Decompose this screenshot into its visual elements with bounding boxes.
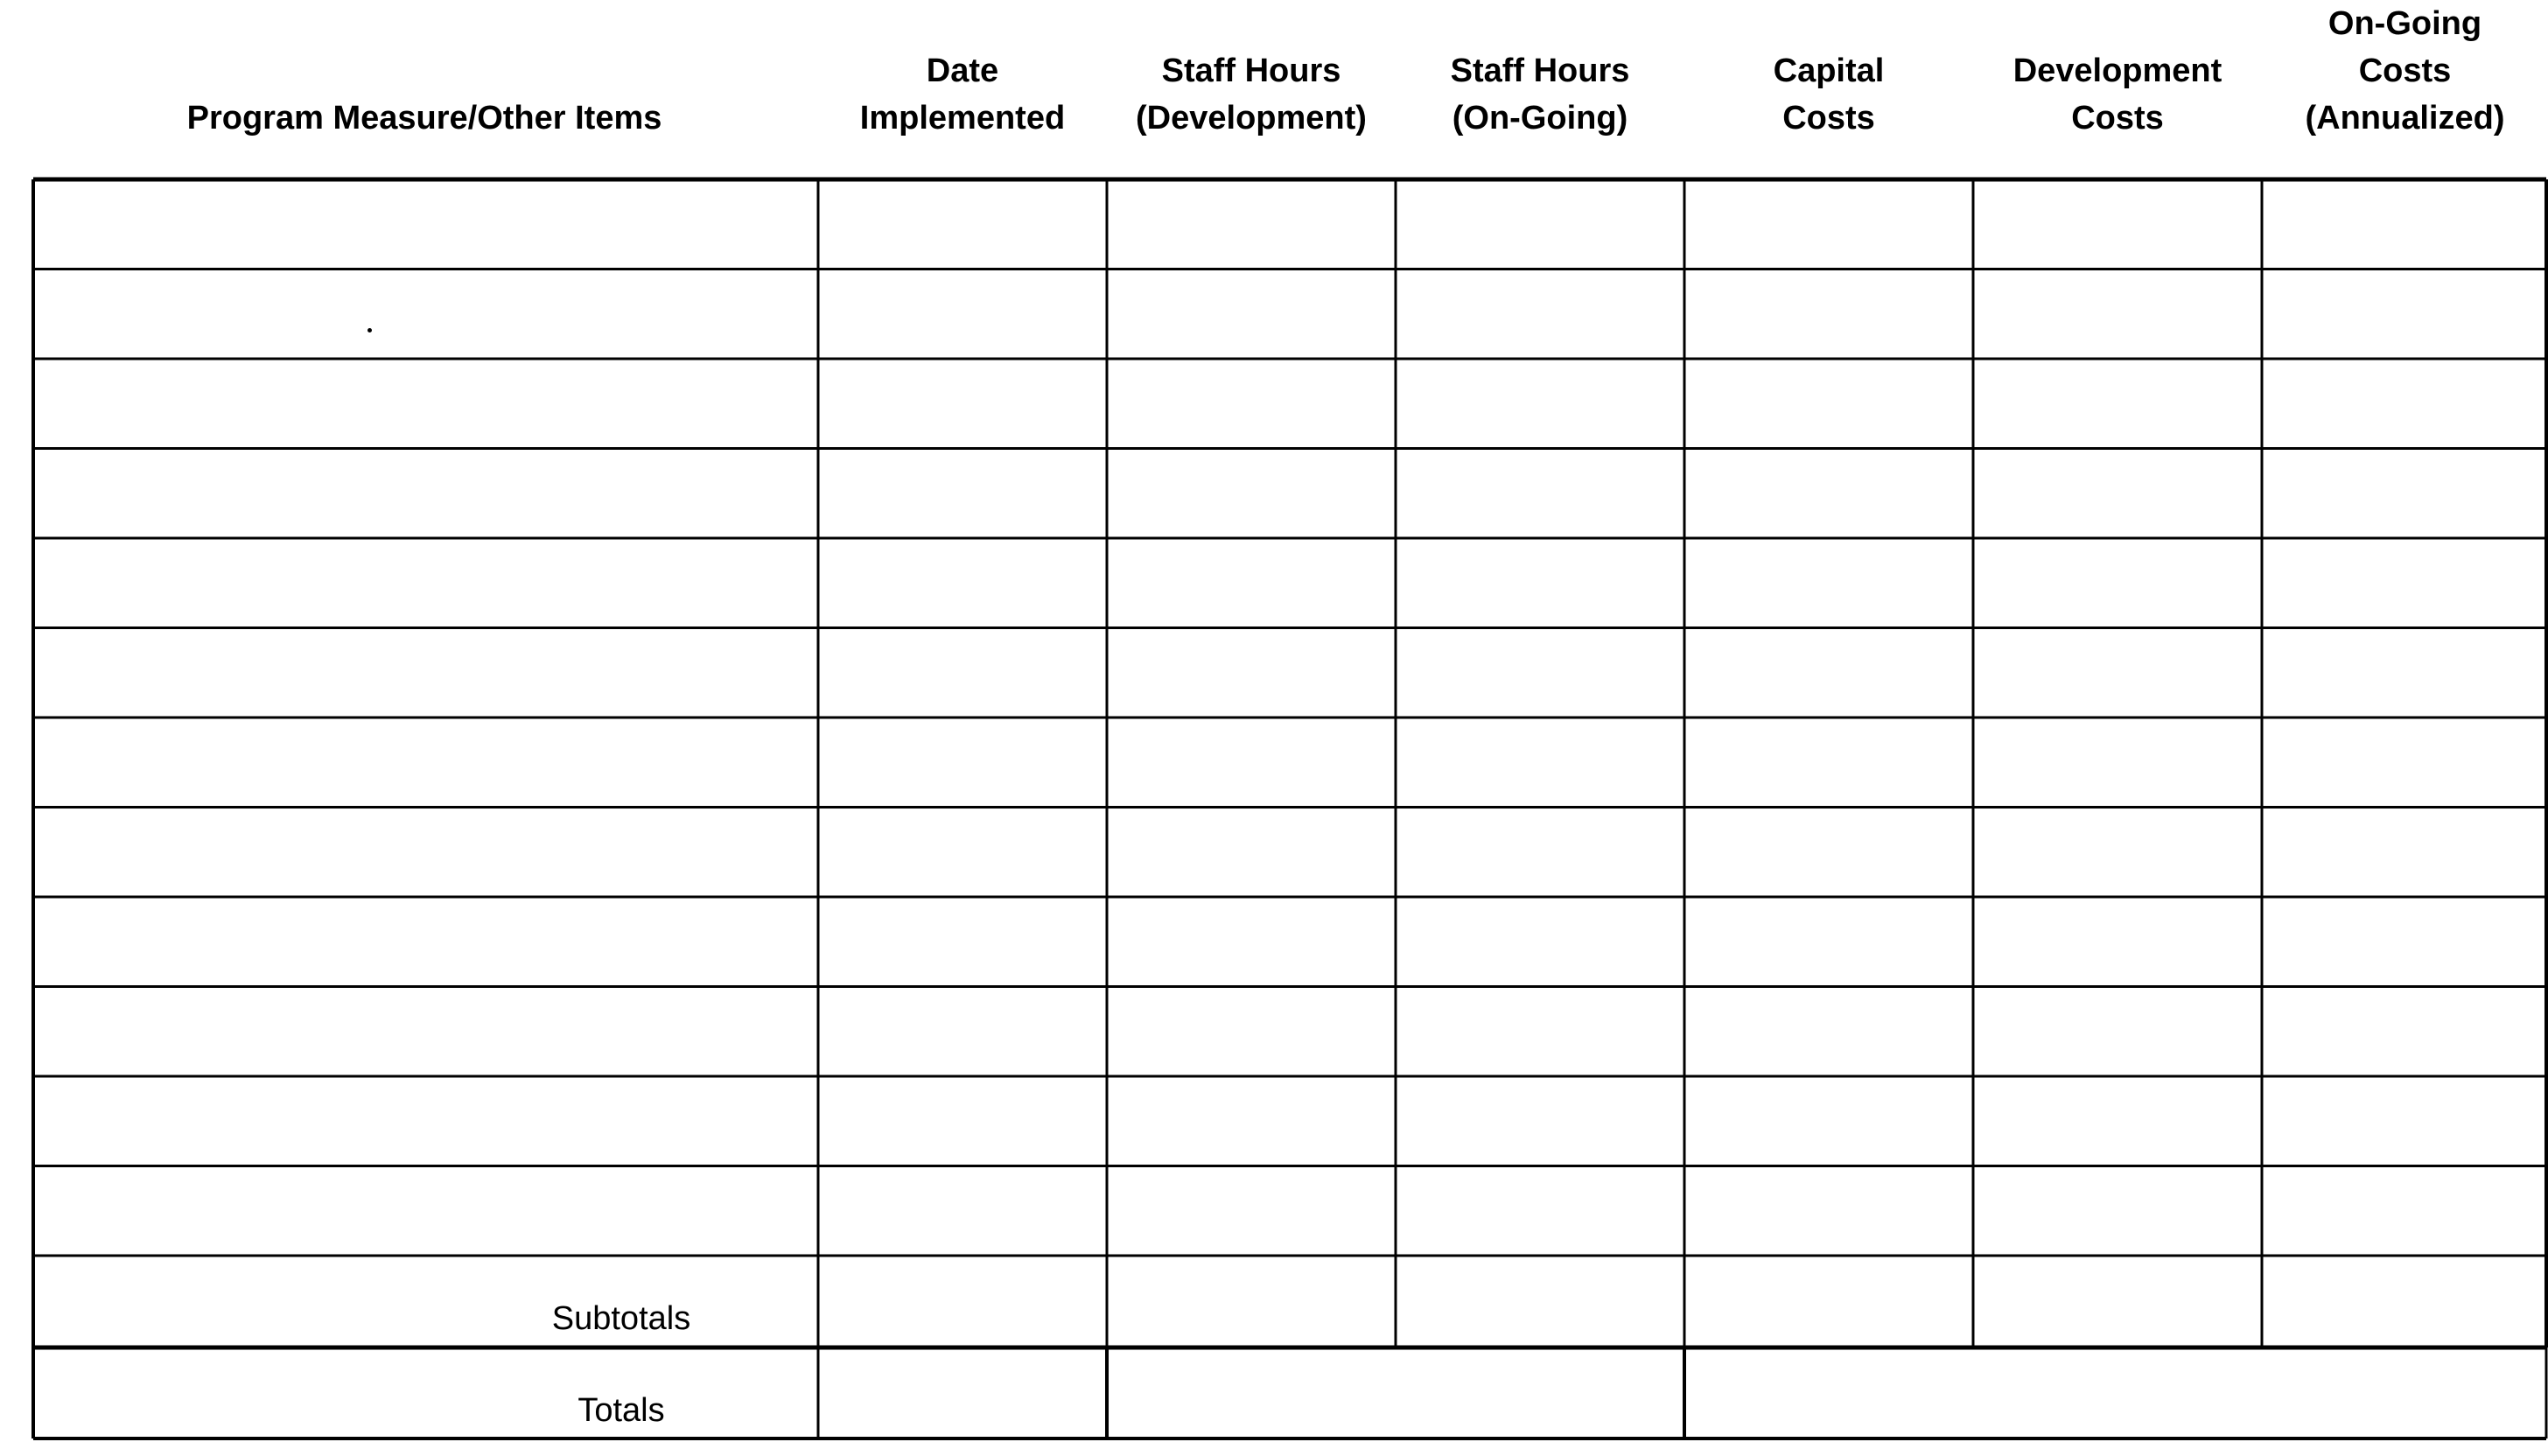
table-cell-staff-hours-development[interactable] [1107, 359, 1396, 449]
subtotal-cell-staff-hours-ongoing[interactable] [1396, 1256, 1684, 1348]
table-cell-staff-hours-ongoing[interactable] [1396, 718, 1684, 808]
column-header-capital-costs [1684, 0, 1973, 172]
table-cell-date-implemented[interactable] [818, 538, 1107, 628]
table-cell-staff-hours-development[interactable] [1107, 179, 1396, 270]
table-cell-program-measure[interactable] [33, 449, 818, 539]
column-header-line: Date [926, 52, 999, 89]
column-header-line: Capital [1773, 52, 1885, 89]
table-cell-ongoing-costs[interactable] [2262, 1076, 2546, 1166]
table-cell-development-costs[interactable] [1973, 270, 2262, 360]
table-cell-staff-hours-development[interactable] [1107, 718, 1396, 808]
table-cell-staff-hours-development[interactable] [1107, 449, 1396, 539]
table-cell-staff-hours-development[interactable] [1107, 270, 1396, 360]
column-header-line: Staff Hours [1450, 52, 1630, 89]
table-cell-program-measure[interactable] [33, 808, 818, 898]
table-cell-staff-hours-development[interactable] [1107, 628, 1396, 718]
subtotal-cell-staff-hours-development[interactable] [1107, 1256, 1396, 1348]
table-cell-date-implemented[interactable] [818, 1166, 1107, 1256]
table-cell-capital-costs[interactable] [1684, 718, 1973, 808]
table-cell-staff-hours-development[interactable] [1107, 538, 1396, 628]
table-cell-ongoing-costs[interactable] [2262, 1166, 2546, 1256]
table-cell-program-measure[interactable] [33, 1076, 818, 1166]
table-cell-staff-hours-ongoing[interactable] [1396, 1166, 1684, 1256]
table-cell-development-costs[interactable] [1973, 1076, 2262, 1166]
column-header-line: Staff Hours [1161, 52, 1341, 89]
table-cell-development-costs[interactable] [1973, 179, 2262, 270]
table-cell-development-costs[interactable] [1973, 808, 2262, 898]
table-cell-development-costs[interactable] [1973, 628, 2262, 718]
table-cell-staff-hours-ongoing[interactable] [1396, 628, 1684, 718]
column-header-line: Costs [2358, 52, 2452, 89]
table-cell-staff-hours-development[interactable] [1107, 1076, 1396, 1166]
table-cell-date-implemented[interactable] [818, 179, 1107, 270]
table-cell-date-implemented[interactable] [818, 1076, 1107, 1166]
table-cell-date-implemented[interactable] [818, 808, 1107, 898]
total-cell-date-implemented[interactable] [818, 1348, 1107, 1438]
column-header-line: On-Going [2328, 5, 2482, 42]
table-cell-staff-hours-ongoing[interactable] [1396, 1076, 1684, 1166]
table-cell-capital-costs[interactable] [1684, 987, 1973, 1077]
table-cell-staff-hours-ongoing[interactable] [1396, 449, 1684, 539]
table-cell-capital-costs[interactable] [1684, 359, 1973, 449]
table-cell-development-costs[interactable] [1973, 538, 2262, 628]
column-header-line: Costs [2071, 100, 2164, 136]
table-cell-date-implemented[interactable] [818, 628, 1107, 718]
column-header-staff-hours-ongoing [1396, 0, 1684, 172]
table-cell-capital-costs[interactable] [1684, 897, 1973, 987]
column-header-ongoing-costs-annualized [2262, 0, 2548, 172]
column-header-line: Implemented [859, 100, 1066, 136]
table-cell-program-measure[interactable] [33, 359, 818, 449]
table-cell-development-costs[interactable] [1973, 718, 2262, 808]
table-cell-date-implemented[interactable] [818, 449, 1107, 539]
table-cell-program-measure[interactable] [33, 718, 818, 808]
table-cell-staff-hours-development[interactable] [1107, 897, 1396, 987]
table-cell-capital-costs[interactable] [1684, 179, 1973, 270]
table-cell-program-measure[interactable] [33, 538, 818, 628]
table-cell-development-costs[interactable] [1973, 1166, 2262, 1256]
table-cell-capital-costs[interactable] [1684, 270, 1973, 360]
total-cell-staff-hours[interactable] [1107, 1348, 1684, 1438]
subtotal-cell-ongoing-costs[interactable] [2262, 1256, 2546, 1348]
column-header-line: Program Measure/Other Items [186, 100, 662, 136]
column-header-staff-hours-development [1107, 0, 1396, 172]
table-cell-ongoing-costs[interactable] [2262, 718, 2546, 808]
table-cell-development-costs[interactable] [1973, 359, 2262, 449]
table-cell-ongoing-costs[interactable] [2262, 808, 2546, 898]
table-cell-program-measure[interactable] [33, 987, 818, 1077]
column-header-line: (On-Going) [1452, 100, 1628, 136]
table-cell-staff-hours-ongoing[interactable] [1396, 808, 1684, 898]
column-header-line: Costs [1782, 100, 1875, 136]
table-cell-staff-hours-ongoing[interactable] [1396, 987, 1684, 1077]
table-cell-capital-costs[interactable] [1684, 1166, 1973, 1256]
table-cell-development-costs[interactable] [1973, 897, 2262, 987]
table-cell-ongoing-costs[interactable] [2262, 987, 2546, 1077]
table-cell-staff-hours-ongoing[interactable] [1396, 270, 1684, 360]
column-header-line: (Annualized) [2305, 100, 2505, 136]
table-cell-staff-hours-development[interactable] [1107, 1166, 1396, 1256]
table-cell-date-implemented[interactable] [818, 897, 1107, 987]
table-cell-program-measure[interactable] [33, 628, 818, 718]
table-cell-ongoing-costs[interactable] [2262, 897, 2546, 987]
subtotal-cell-capital-costs[interactable] [1684, 1256, 1973, 1348]
table-cell-capital-costs[interactable] [1684, 1076, 1973, 1166]
table-cell-ongoing-costs[interactable] [2262, 449, 2546, 539]
table-cell-capital-costs[interactable] [1684, 628, 1973, 718]
table-cell-ongoing-costs[interactable] [2262, 628, 2546, 718]
table-cell-ongoing-costs[interactable] [2262, 359, 2546, 449]
table-cell-staff-hours-ongoing[interactable] [1396, 897, 1684, 987]
column-header-date-implemented [818, 0, 1107, 172]
subtotal-cell-development-costs[interactable] [1973, 1256, 2262, 1348]
total-cell-costs[interactable] [1684, 1348, 2546, 1438]
column-header-line: Development [2012, 52, 2222, 89]
table-cell-date-implemented[interactable] [818, 359, 1107, 449]
table-cell-staff-hours-development[interactable] [1107, 987, 1396, 1077]
column-header-program-measure [35, 0, 814, 172]
table-cell-staff-hours-development[interactable] [1107, 808, 1396, 898]
table-cell-development-costs[interactable] [1973, 987, 2262, 1077]
table-cell-staff-hours-ongoing[interactable] [1396, 359, 1684, 449]
table-cell-ongoing-costs[interactable] [2262, 270, 2546, 360]
table-cell-capital-costs[interactable] [1684, 538, 1973, 628]
column-header-development-costs [1973, 0, 2262, 172]
table-cell-program-measure[interactable] [33, 179, 818, 270]
table-cell-development-costs[interactable] [1973, 449, 2262, 539]
table-cell-staff-hours-ongoing[interactable] [1396, 179, 1684, 270]
subtotal-cell-date-implemented[interactable] [818, 1256, 1107, 1348]
subtotals-label: Subtotals [551, 1300, 691, 1337]
column-header-line: (Development) [1136, 100, 1367, 136]
table-cell-date-implemented[interactable] [818, 987, 1107, 1077]
table-cell-program-measure[interactable] [33, 1166, 818, 1256]
table-cell-ongoing-costs[interactable] [2262, 179, 2546, 270]
table-cell-program-measure[interactable] [33, 897, 818, 987]
table-cell-date-implemented[interactable] [818, 270, 1107, 360]
table-cell-staff-hours-ongoing[interactable] [1396, 538, 1684, 628]
totals-label: Totals [578, 1392, 665, 1429]
table-cell-capital-costs[interactable] [1684, 449, 1973, 539]
table-cell-ongoing-costs[interactable] [2262, 538, 2546, 628]
table-cell-date-implemented[interactable] [818, 718, 1107, 808]
table-cell-capital-costs[interactable] [1684, 808, 1973, 898]
table-cell-program-measure[interactable] [33, 270, 818, 360]
